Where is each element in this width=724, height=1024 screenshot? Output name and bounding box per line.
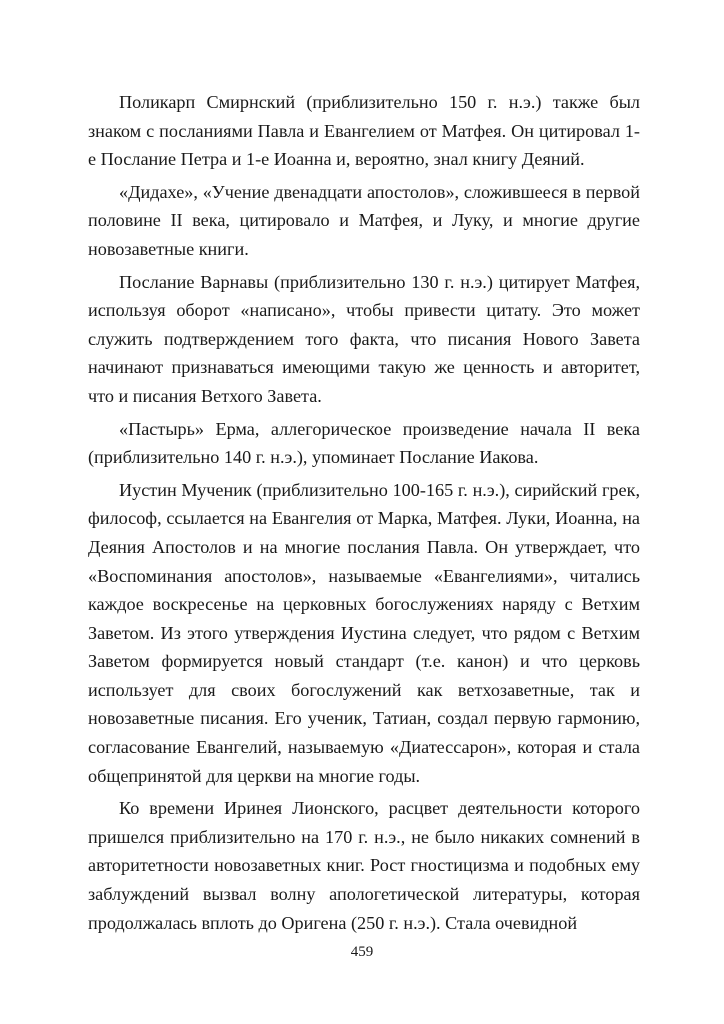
paragraph-shepherd-hermas: «Пастырь» Ерма, аллегорическое произведение начала II века (приблизительно 140 г. н.э.), упоминает Послание Иакова. xyxy=(88,418,640,468)
page-number: 459 xyxy=(350,944,374,960)
paragraph-polycarp: Поликарп Смирнский (приблизительно 150 г. н.э.) также был знаком с посланиями Павла и Евангелием от Матфея. Он цитировал 1-е Послание Петра и 1-е Иоанна и, вероятно, знал книгу Деяний. xyxy=(88,92,640,170)
paragraph-irenaeus: Ко времени Иринея Лионского, расцвет деятельности которого пришелся приблизительно на 170 г. н.э., не было никаких сомнений в авторитетности новозаветных книг. Рост гностицизма и подобных ему заблуждений вызвал волну апологетической литературы, которая продолжалась вплоть до Оригена (250 г. н.э.). Стала очевидной xyxy=(88,798,640,933)
paragraph-barnabas: Послание Варнавы (приблизительно 130 г. н.э.) цитирует Матфея, используя оборот «написано», чтобы привести цитату. Это может служить подтверждением того факта, что писания Нового Завета начинают признаваться имеющими такую же ценность и авторитет, что и писания Ветхого Завета. xyxy=(88,271,640,406)
paragraph-didache: «Дидахе», «Учение двенадцати апостолов», сложившееся в первой половине II века, цитировало и Матфея, и Луку, и многие другие новозаветные книги. xyxy=(88,181,640,259)
body-text xyxy=(88,88,640,941)
paragraph-justin-martyr: Иустин Мученик (приблизительно 100-165 г. н.э.), сирийский грек, философ, ссылается на Евангелия от Марка, Матфея. Луки, Иоанна, на Деяния Апостолов и на многие послания Павла. Он утверждает, что «Воспоминания апостолов», называемые «Евангелиями», читались каждое воскресенье на церковных богослужениях наряду с Ветхим Заветом. Из этого утверждения Иустина следует, что рядом с Ветхим Заветом формируется новый стандарт (т.е. канон) и что церковь использует для своих богослужений как ветхозаветные, так и новозаветные писания. Его ученик, Татиан, создал первую гармонию, согласование Евангелий, называемую «Диатессарон», которая и стала общепринятой для церкви на многие годы. xyxy=(88,479,640,786)
